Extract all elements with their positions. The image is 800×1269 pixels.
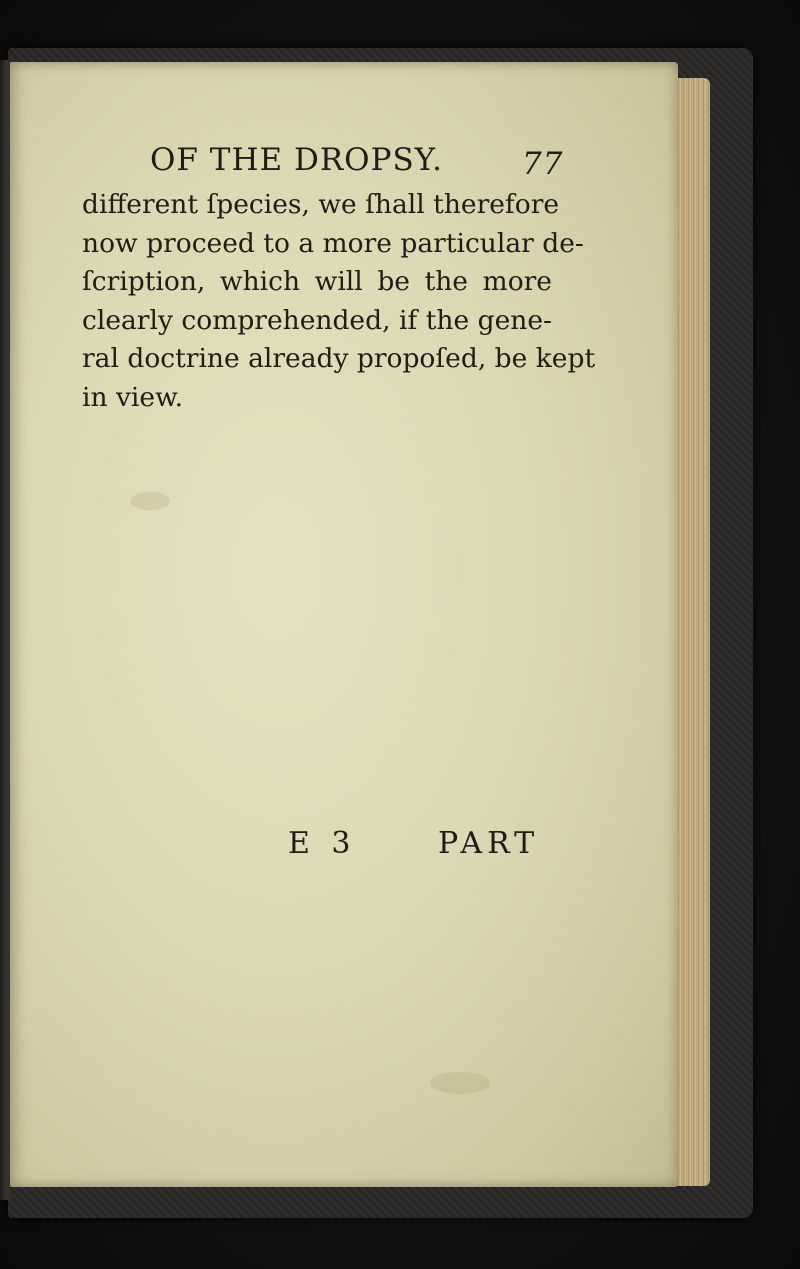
signature-mark: E 3 <box>288 826 357 861</box>
text-line: ral doctrine already propoſed, be kept <box>82 343 596 375</box>
paper-stain <box>130 492 170 510</box>
text-line: ſcription, which will be the more <box>82 266 552 298</box>
running-head <box>150 142 580 182</box>
text-line: now proceed to a more particular de- <box>82 227 584 259</box>
body-paragraph <box>82 186 596 418</box>
text-line: in view. <box>82 381 184 413</box>
text-line: clearly comprehended, if the gene- <box>82 304 552 336</box>
paper-stain <box>430 1072 490 1094</box>
page-number: 77 <box>522 146 564 182</box>
running-head-title: OF THE DROPSY. <box>150 142 443 178</box>
catchword: PART <box>438 826 540 861</box>
text-line: different ſpecies, we ſhall therefore <box>82 189 560 220</box>
